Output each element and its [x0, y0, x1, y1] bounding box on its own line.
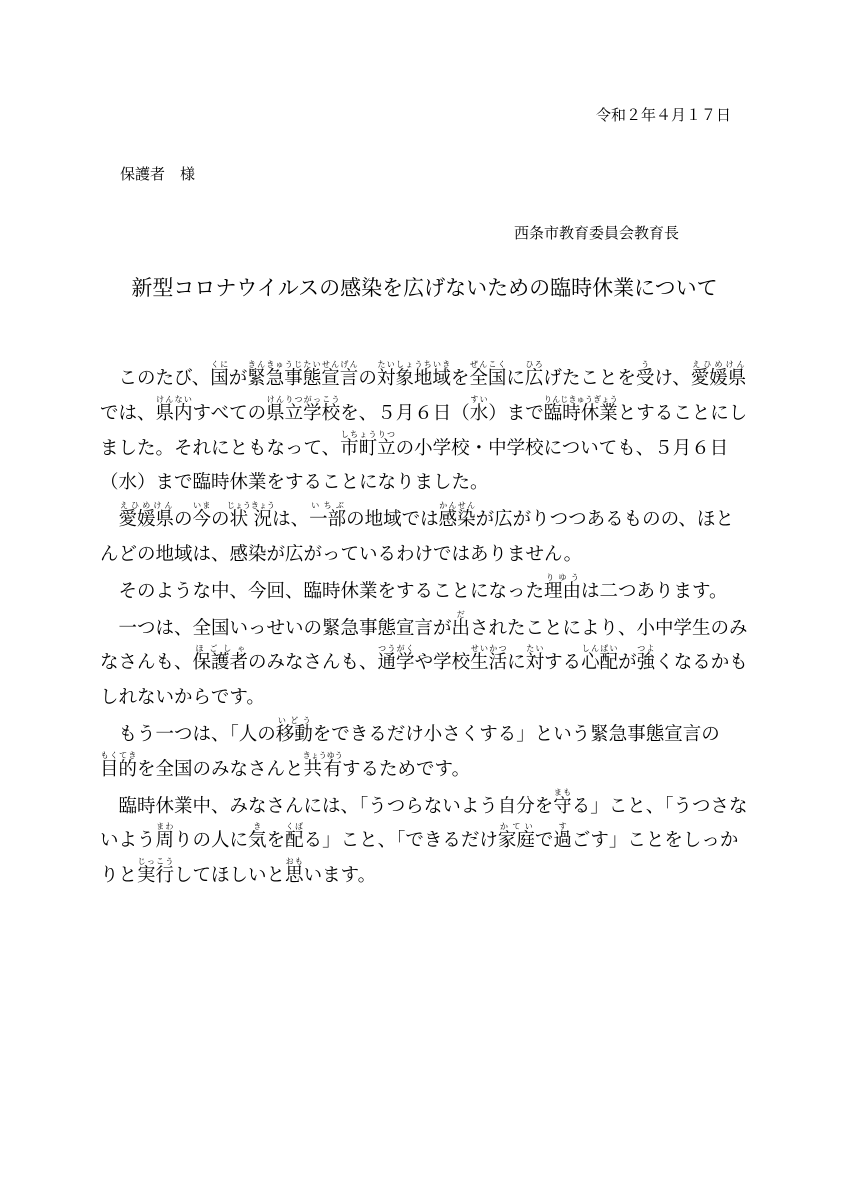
notice-body: [100, 360, 750, 894]
issue-date: 令和２年４月１７日: [595, 106, 731, 124]
paragraph-5: もう一つは、「人の移動いどうをできるだけ小さくする」という緊急事態宣言の目的もくてきを全国のみなさんと共有きょうゆうするためです。: [100, 715, 720, 780]
paragraph-4: 一つは、全国いっせいの緊急事態宣言が出だされたことにより、小中学生のみなさんも、保護者ほごしゃのみなさんも、通学つうがくや学校生活せいかつに対たいする心配しんぱいが強つよくなるかもしれないからです。: [100, 609, 748, 709]
addressee: 保護者 様: [120, 165, 196, 183]
paragraph-2: 愛媛県えひめけんの今いまの状況じょうきょうは、一部いちぶの地域では感染かんせんが広がりつつあるものの、ほとんどの地域は、感染が広がっているわけではありません。: [100, 501, 734, 565]
paragraph-6: 臨時休業中、みなさんには、「うつらないよう自分を守まもる」こと、「うつさないよう周まわりの人に気きを配くばる」こと、「できるだけ家庭かていで過すごす」ことをしっかりと実行じっこうしてほしいと思おもいます。: [100, 787, 748, 887]
sender: 西条市教育委員会教育長: [513, 224, 679, 242]
notice-title: 新型コロナウイルスの感染を広げないための臨時休業について: [131, 276, 718, 300]
paragraph-3: そのような中、今回、臨時休業をすることになった理由りゆうは二つあります。: [118, 572, 728, 602]
paragraph-1: このたび、国くにが緊急事態宣言きんきゅうじたいせんげんの対象地域たいしょうちいきを全国ぜんこくに広ひろげたことを受うけ、愛媛県えひめけんでは、県内けんないすべての県立学校けんりつがっこうを、５月６日（水すい）まで臨時休業りんじきゅうぎょうとすることにしました。それにともなって、市町立しちょうりつの小学校・中学校についても、５月６日（水）まで臨時休業をすることになりました。: [100, 360, 748, 494]
